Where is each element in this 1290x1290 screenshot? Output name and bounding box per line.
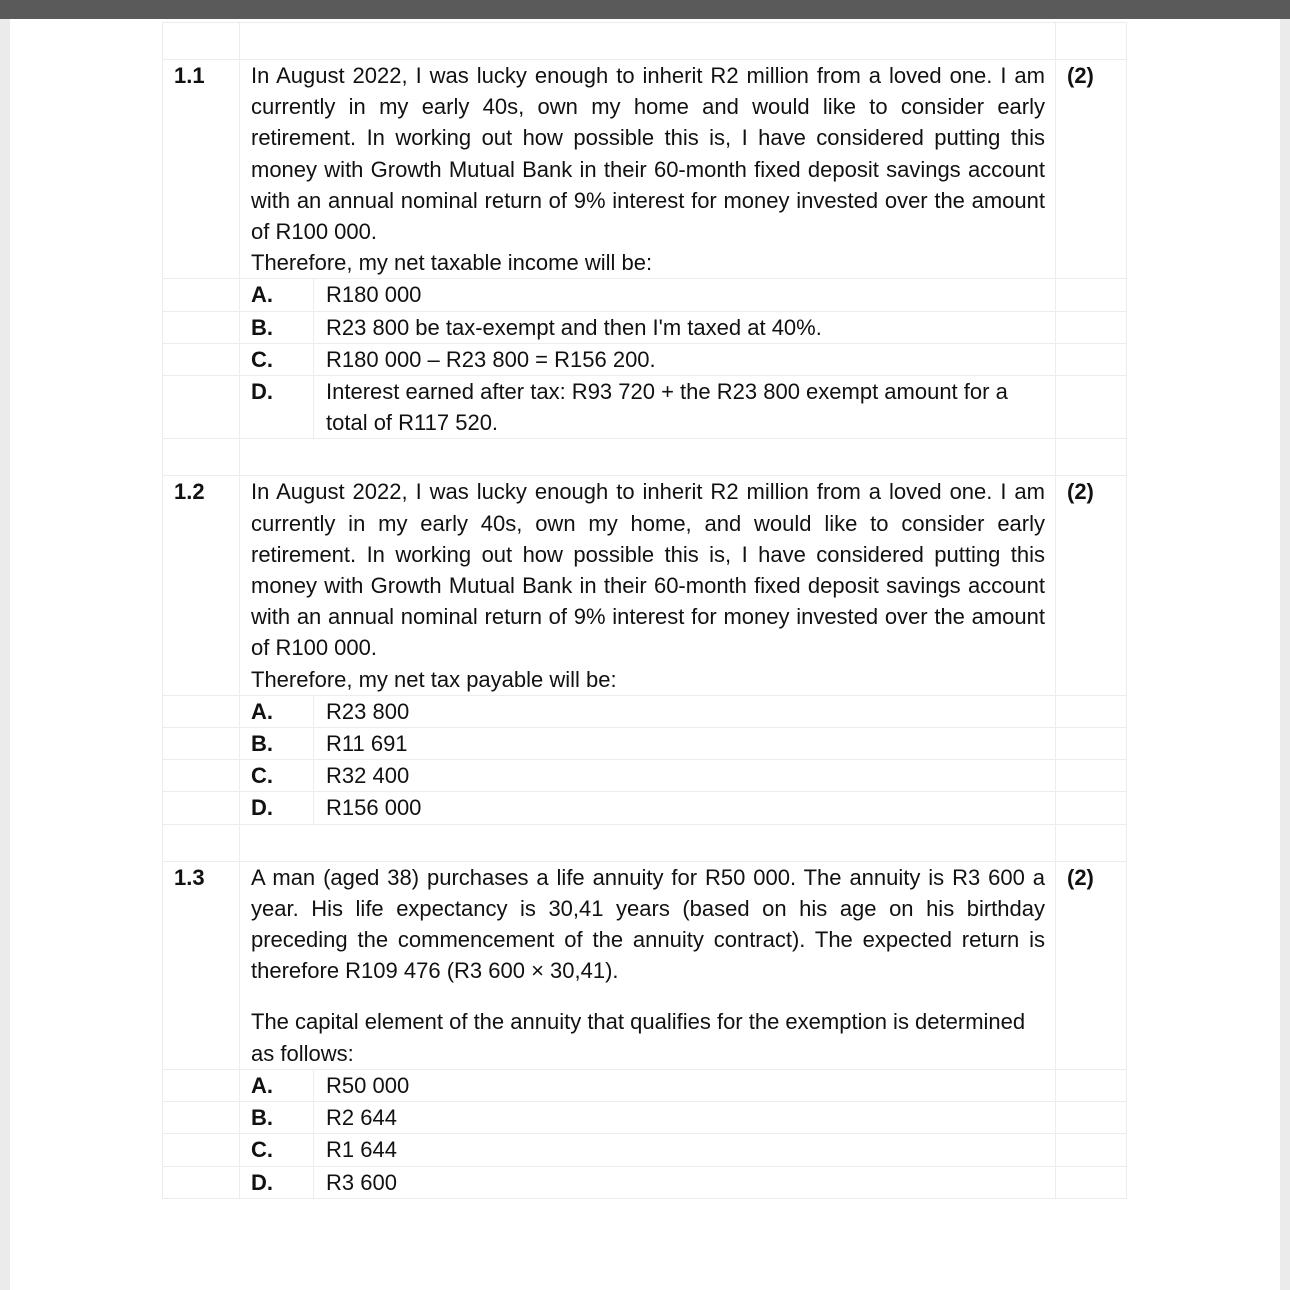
paragraph-gap	[251, 986, 1045, 1006]
option-text: R32 400	[314, 760, 1056, 792]
option-text: R50 000	[314, 1069, 1056, 1101]
option-letter: B.	[240, 311, 314, 343]
option-row	[163, 376, 1127, 439]
window-top-bar	[0, 0, 1290, 19]
option-row	[163, 792, 1127, 824]
option-letter: A.	[240, 695, 314, 727]
question-number: 1.3	[163, 861, 240, 1069]
question-prompt: Therefore, my net tax payable will be:	[251, 666, 617, 692]
question-stem	[240, 60, 1056, 279]
option-row	[163, 1166, 1127, 1198]
question-prompt: The capital element of the annuity that qualifies for the exemption is determined as follows:	[251, 1009, 1026, 1066]
option-letter: A.	[240, 1069, 314, 1101]
option-row	[163, 1069, 1127, 1101]
option-letter: B.	[240, 728, 314, 760]
option-letter: C.	[240, 760, 314, 792]
option-row	[163, 760, 1127, 792]
document-page	[10, 19, 1280, 1290]
option-letter: A.	[240, 279, 314, 311]
question-stem-text: A man (aged 38) purchases a life annuity for R50 000. The annuity is R3 600 a year. His life expectancy is 30,41 years (based on his age on his birthday preceding the commencement of the annuity contract). The expected return is therefore R109 476 (R3 600 × 30,41).	[251, 864, 1045, 984]
option-row	[163, 1134, 1127, 1166]
question-marks: (2)	[1056, 861, 1127, 1069]
option-text: R2 644	[314, 1102, 1056, 1134]
option-letter: C.	[240, 343, 314, 375]
question-row-1-1	[163, 60, 1127, 279]
question-prompt: Therefore, my net taxable income will be:	[251, 250, 653, 276]
option-text: R23 800	[314, 695, 1056, 727]
question-stem-text: In August 2022, I was lucky enough to inherit R2 million from a loved one. I am currently in my early 40s, own my home, and would like to consider early retirement. In working out how possible this is, I have considered putting this money with Growth Mutual Bank in their 60-month fixed deposit savings account with an annual nominal return of 9% interest for money invested over the amount of R100 000.	[251, 479, 1045, 661]
option-letter: D.	[240, 792, 314, 824]
option-row	[163, 695, 1127, 727]
option-row	[163, 1102, 1127, 1134]
option-text: R180 000	[314, 279, 1056, 311]
question-stem-text: In August 2022, I was lucky enough to inherit R2 million from a loved one. I am currently in my early 40s, own my home and would like to consider early retirement. In working out how possible this is, I have considered putting this money with Growth Mutual Bank in their 60-month fixed deposit savings account with an annual nominal return of 9% interest for money invested over the amount of R100 000.	[251, 63, 1045, 245]
option-text: R11 691	[314, 728, 1056, 760]
option-row	[163, 728, 1127, 760]
question-marks: (2)	[1056, 476, 1127, 695]
spacer-row	[163, 439, 1127, 476]
question-stem	[240, 861, 1056, 1069]
option-text: R3 600	[314, 1166, 1056, 1198]
option-letter: D.	[240, 1166, 314, 1198]
question-row-1-2	[163, 476, 1127, 695]
question-marks: (2)	[1056, 60, 1127, 279]
question-number: 1.1	[163, 60, 240, 279]
spacer-row	[163, 824, 1127, 861]
option-row	[163, 343, 1127, 375]
option-text: Interest earned after tax: R93 720 + the R23 800 exempt amount for a total of R117 520.	[314, 376, 1056, 439]
question-stem	[240, 476, 1056, 695]
option-letter: C.	[240, 1134, 314, 1166]
questions-table	[162, 22, 1127, 1199]
option-text: R156 000	[314, 792, 1056, 824]
option-row	[163, 311, 1127, 343]
option-text: R180 000 – R23 800 = R156 200.	[314, 343, 1056, 375]
option-text: R1 644	[314, 1134, 1056, 1166]
question-row-1-3	[163, 861, 1127, 1069]
option-text: R23 800 be tax-exempt and then I'm taxed at 40%.	[314, 311, 1056, 343]
option-row	[163, 279, 1127, 311]
option-letter: D.	[240, 376, 314, 439]
question-number: 1.2	[163, 476, 240, 695]
spacer-row	[163, 23, 1127, 60]
option-letter: B.	[240, 1102, 314, 1134]
